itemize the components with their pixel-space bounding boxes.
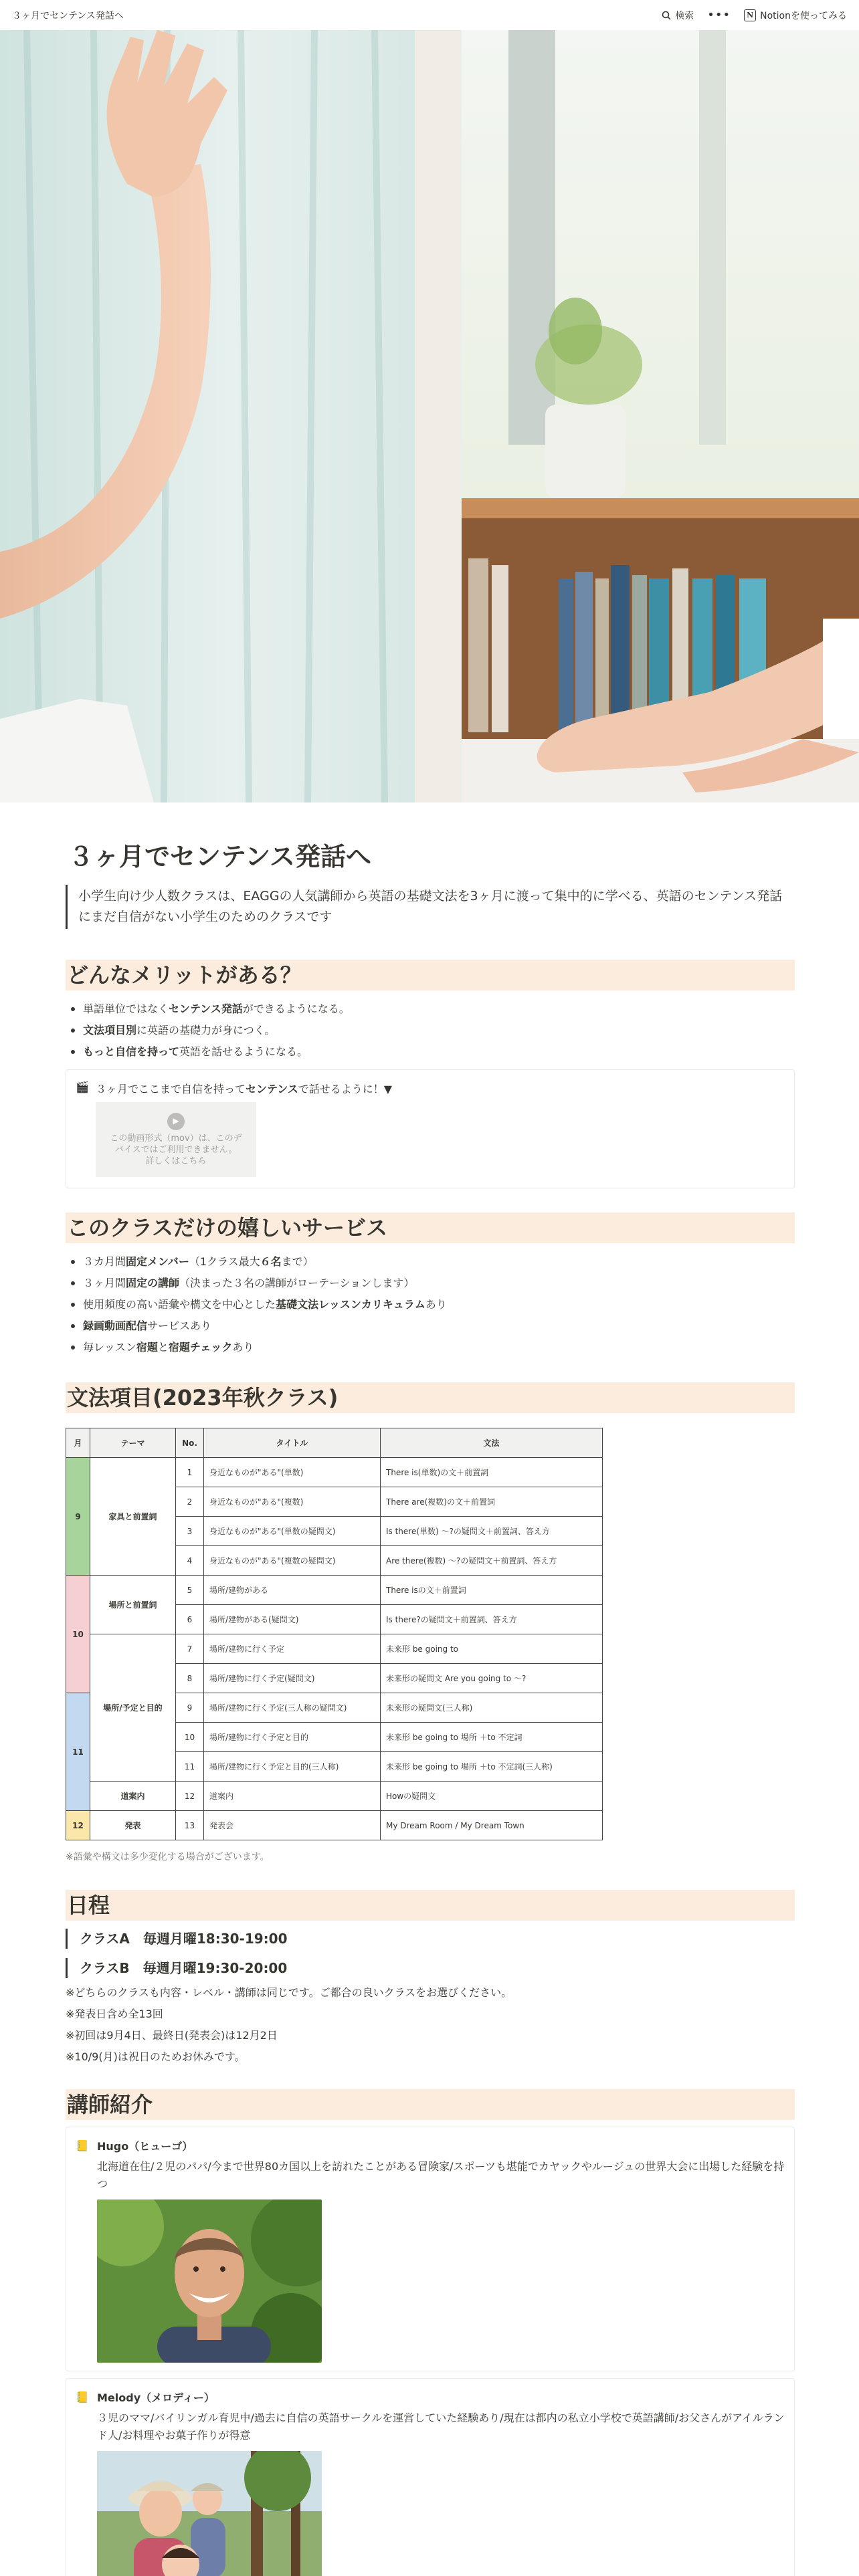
video-callout [66,1069,795,1188]
teacher-photo [97,2451,322,2576]
try-notion-button[interactable] [744,9,847,22]
more-horizontal-icon[interactable]: ••• [707,7,731,22]
theme-cell: 場所と前置詞 [90,1576,176,1634]
teacher-card-melody [66,2378,795,2576]
no-cell: 12 [176,1782,204,1811]
page-content [66,802,795,2576]
no-cell: 3 [176,1517,204,1546]
no-cell: 11 [176,1752,204,1782]
teachers-heading: 講師紹介 [66,2089,795,2120]
no-cell: 4 [176,1546,204,1576]
class-a-schedule: クラスA 毎週月曜18:30-19:00 [66,1929,795,1949]
intro-quote: 小学生向け少人数クラスは、EAGGの人気講師から英語の基礎文法を3ヶ月に渡って集中的に学べる、英語のセンテンス発話にまだ自信がない小学生のためのクラスです [66,885,795,929]
grammar-cell: 未来形 be going to 場所 ＋to 不定詞 [381,1723,603,1752]
title-cell: 身近なものが"ある"(複数の疑問文) [204,1546,381,1576]
teacher-description: 北海道在住/２児のパパ/今まで世界80カ国以上を訪れたことがある冒険家/スポーツも堪能でカヤックやルージュの世界大会に出場した経験を持つ [97,2160,785,2190]
title-cell: 場所/建物がある(疑問文) [204,1605,381,1634]
grammar-cell: My Dream Room / My Dream Town [381,1811,603,1840]
teacher-name: Hugo（ヒューゴ） [97,2140,193,2153]
try-notion-label: Notionを使ってみる [760,10,847,21]
table-row [66,1782,603,1811]
table-row [66,1634,603,1664]
title-cell: 身近なものが"ある"(複数) [204,1487,381,1517]
title-cell: 場所/建物に行く予定と目的(三人称) [204,1752,381,1782]
col-header-no: No. [176,1428,204,1458]
table-header-row [66,1428,603,1458]
grammar-cell: 未来形 be going to 場所 ＋to 不定詞(三人称) [381,1752,603,1782]
no-cell: 6 [176,1605,204,1634]
search-button[interactable] [662,9,694,22]
teacher-card-hugo [66,2127,795,2371]
month-cell: 12 [66,1811,90,1840]
title-cell: 発表会 [204,1811,381,1840]
grammar-cell: 未来形の疑問文 Are you going to ～? [381,1664,603,1693]
title-cell: 身近なものが"ある"(単数) [204,1458,381,1487]
no-cell: 10 [176,1723,204,1752]
teacher-name: Melody（メロディー） [97,2391,215,2404]
search-label: 検索 [675,10,694,21]
video-player[interactable] [96,1102,256,1177]
title-cell: 道案内 [204,1782,381,1811]
grammar-cell: 未来形の疑問文(三人称) [381,1693,603,1723]
col-header-title: タイトル [204,1428,381,1458]
grammar-cell: Is there(単数) ～?の疑問文＋前置詞、答え方 [381,1517,603,1546]
col-header-month: 月 [66,1428,90,1458]
month-cell: 11 [66,1693,90,1811]
grammar-note: ※語彙や構文は多少変化する場合がございます。 [66,1852,270,1862]
notebook-icon: 📒 [76,2391,89,2403]
no-cell: 8 [176,1664,204,1693]
list-item: ３ヶ月間固定の講師（決まった３名の講師がローテーションします） [66,1273,795,1294]
grammar-cell: There are(複数)の文＋前置詞 [381,1487,603,1517]
theme-cell: 道案内 [90,1782,176,1811]
col-header-grammar: 文法 [381,1428,603,1458]
grammar-cell: 未来形 be going to [381,1634,603,1664]
cover-image [0,30,859,802]
class-b-schedule: クラスB 毎週月曜19:30-20:00 [66,1958,795,1978]
list-item: 文法項目別に英語の基礎力が身につく。 [66,1020,795,1041]
grammar-cell: Howの疑問文 [381,1782,603,1811]
schedule-heading: 日程 [66,1890,795,1921]
no-cell: 9 [176,1693,204,1723]
video-unsupported-message: この動画形式（mov）は、このデバイスではご利用できません。 [110,1133,242,1155]
clapper-board-icon: 🎬 [76,1081,89,1093]
list-item: 単語単位ではなくセンテンス発話ができるようになる。 [66,998,795,1020]
no-cell: 7 [176,1634,204,1664]
teacher-photo [97,2199,322,2363]
page-title: ３ヶ月でセンテンス発話へ [68,842,371,871]
title-cell: 身近なものが"ある"(単数の疑問文) [204,1517,381,1546]
no-cell: 1 [176,1458,204,1487]
schedule-note: ※10/9(月)は祝日のためお休みです。 [66,2050,246,2063]
search-icon [662,11,671,20]
schedule-note: ※初回は9月4日、最終日(発表会)は12月2日 [66,2029,278,2042]
list-item: もっと自信を持って英語を話せるようになる。 [66,1041,795,1063]
list-item: 毎レッスン宿題と宿題チェックあり [66,1337,795,1358]
list-item: 録画動画配信サービスあり [66,1315,795,1337]
schedule-note: ※発表日含め全13回 [66,2008,163,2020]
title-cell: 場所/建物に行く予定(三人称の疑問文) [204,1693,381,1723]
month-cell: 9 [66,1458,90,1576]
breadcrumb-page-title[interactable]: ３ヶ月でセンテンス発話へ [12,10,124,21]
notion-logo-icon: N [744,9,756,21]
table-row [66,1811,603,1840]
grammar-cell: There isの文＋前置詞 [381,1576,603,1605]
schedule-notes [66,1982,795,2068]
title-cell: 場所/建物がある [204,1576,381,1605]
list-item: ３カ月間固定メンバー（1クラス最大６名まで） [66,1251,795,1273]
theme-cell: 発表 [90,1811,176,1840]
title-cell: 場所/建物に行く予定(疑問文) [204,1664,381,1693]
grammar-cell: Are there(複数) ～?の疑問文＋前置詞、答え方 [381,1546,603,1576]
merit-heading: どんなメリットがある？ [66,960,795,990]
schedule-note: ※どちらのクラスも内容・レベル・講師は同じです。ご都合の良いクラスをお選びください。 [66,1986,512,1999]
video-learn-more-link[interactable]: 詳しくはこちら [145,1156,207,1166]
list-item: 使用頻度の高い語彙や構文を中心とした基礎文法レッスンカリキュラムあり [66,1294,795,1315]
callout-text: ３ヶ月でここまで自信を持ってセンテンスで話せるように！▼ [96,1083,393,1095]
teacher-description: ３児のママ/バイリンガル育児中/過去に自信の英語サークルを運営していた経験あり/現在は都内の私立小学校で英語講師/お父さんがアイルランド人/お料理やお菓子作りが得意 [97,2411,785,2442]
no-cell: 5 [176,1576,204,1605]
title-cell: 場所/建物に行く予定と目的 [204,1723,381,1752]
no-cell: 2 [176,1487,204,1517]
service-heading: このクラスだけの嬉しいサービス [66,1212,795,1243]
table-row [66,1458,603,1487]
theme-cell: 家具と前置詞 [90,1458,176,1576]
merit-list [66,998,795,1063]
grammar-cell: There is(単数)の文＋前置詞 [381,1458,603,1487]
grammar-cell: Is there?の疑問文＋前置詞、答え方 [381,1605,603,1634]
table-row [66,1576,603,1605]
grammar-heading: 文法項目(2023年秋クラス) [66,1382,795,1413]
grammar-table [66,1428,603,1840]
top-bar [0,0,859,30]
service-list [66,1251,795,1358]
no-cell: 13 [176,1811,204,1840]
theme-cell: 場所/予定と目的 [90,1634,176,1782]
play-icon[interactable]: ▶ [167,1113,185,1130]
col-header-theme: テーマ [90,1428,176,1458]
month-cell: 10 [66,1576,90,1693]
notebook-icon: 📒 [76,2139,89,2152]
title-cell: 場所/建物に行く予定 [204,1634,381,1664]
